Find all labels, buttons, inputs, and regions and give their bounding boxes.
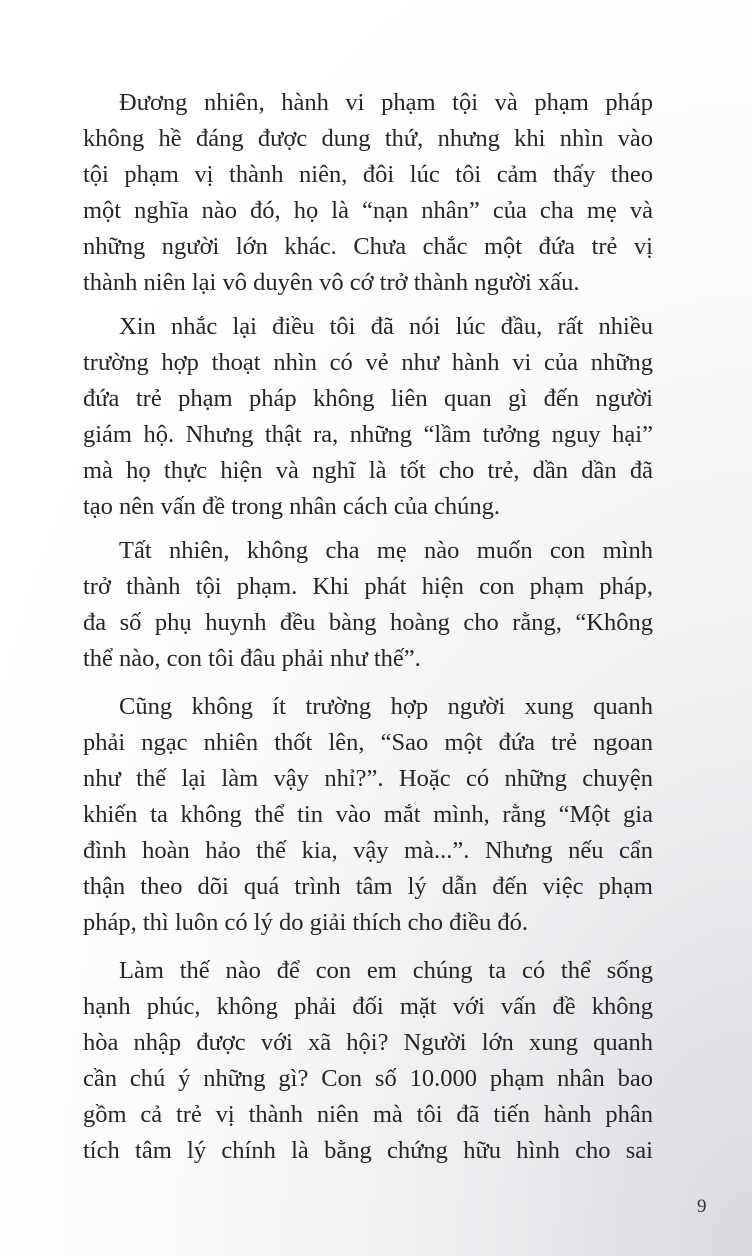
text-line: thể nào, con tôi đâu phải như thế”.: [83, 645, 421, 672]
text-line: Đương nhiên, hành vi phạm tội và phạm pháp: [119, 89, 653, 116]
text-line: gồm cả trẻ vị thành niên mà tôi đã tiến hành phân: [83, 1101, 653, 1128]
text-line: tích tâm lý chính là bằng chứng hữu hình cho sai: [83, 1137, 653, 1164]
text-line: Tất nhiên, không cha mẹ nào muốn con mình: [119, 537, 653, 564]
text-line: hạnh phúc, không phải đối mặt với vấn đề không: [83, 993, 653, 1020]
text-line: những người lớn khác. Chưa chắc một đứa trẻ vị: [83, 233, 653, 260]
text-line: mà họ thực hiện và nghĩ là tốt cho trẻ, dần dần đã: [83, 457, 653, 484]
page-number: 9: [697, 1196, 707, 1217]
text-line: trở thành tội phạm. Khi phát hiện con phạm pháp,: [83, 573, 653, 600]
text-line: không hề đáng được dung thứ, nhưng khi nhìn vào: [83, 125, 653, 152]
text-line: Làm thế nào để con em chúng ta có thể sống: [119, 957, 653, 984]
text-line: như thế lại làm vậy nhỉ?”. Hoặc có những chuyện: [83, 765, 653, 792]
text-line: phải ngạc nhiên thốt lên, “Sao một đứa trẻ ngoan: [83, 729, 653, 756]
text-line: thận theo dõi quá trình tâm lý dẫn đến việc phạm: [83, 873, 653, 900]
text-line: hòa nhập được với xã hội? Người lớn xung quanh: [83, 1029, 653, 1056]
text-line: trường hợp thoạt nhìn có vẻ như hành vi của những: [83, 349, 653, 376]
text-line: tội phạm vị thành niên, đôi lúc tôi cảm thấy theo: [83, 161, 653, 188]
text-line: cần chú ý những gì? Con số 10.000 phạm nhân bao: [83, 1065, 653, 1092]
text-line: thành niên lại vô duyên vô cớ trở thành người xấu.: [83, 269, 580, 296]
text-line: Xin nhắc lại điều tôi đã nói lúc đầu, rất nhiều: [119, 313, 653, 340]
text-line: giám hộ. Nhưng thật ra, những “lầm tưởng nguy hại”: [83, 421, 653, 448]
text-line: đa số phụ huynh đều bàng hoàng cho rằng, “Không: [83, 609, 653, 636]
text-line: đứa trẻ phạm pháp không liên quan gì đến người: [83, 385, 653, 412]
text-line: khiến ta không thể tin vào mắt mình, rằng “Một gia: [83, 801, 653, 828]
text-line: pháp, thì luôn có lý do giải thích cho điều đó.: [83, 909, 529, 936]
text-line: đình hoàn hảo thế kia, vậy mà...”. Nhưng nếu cẩn: [83, 837, 653, 864]
text-line: một nghĩa nào đó, họ là “nạn nhân” của cha mẹ và: [83, 197, 653, 224]
text-line: tạo nên vấn đề trong nhân cách của chúng.: [83, 493, 501, 520]
text-line: Cũng không ít trường hợp người xung quanh: [119, 693, 653, 720]
